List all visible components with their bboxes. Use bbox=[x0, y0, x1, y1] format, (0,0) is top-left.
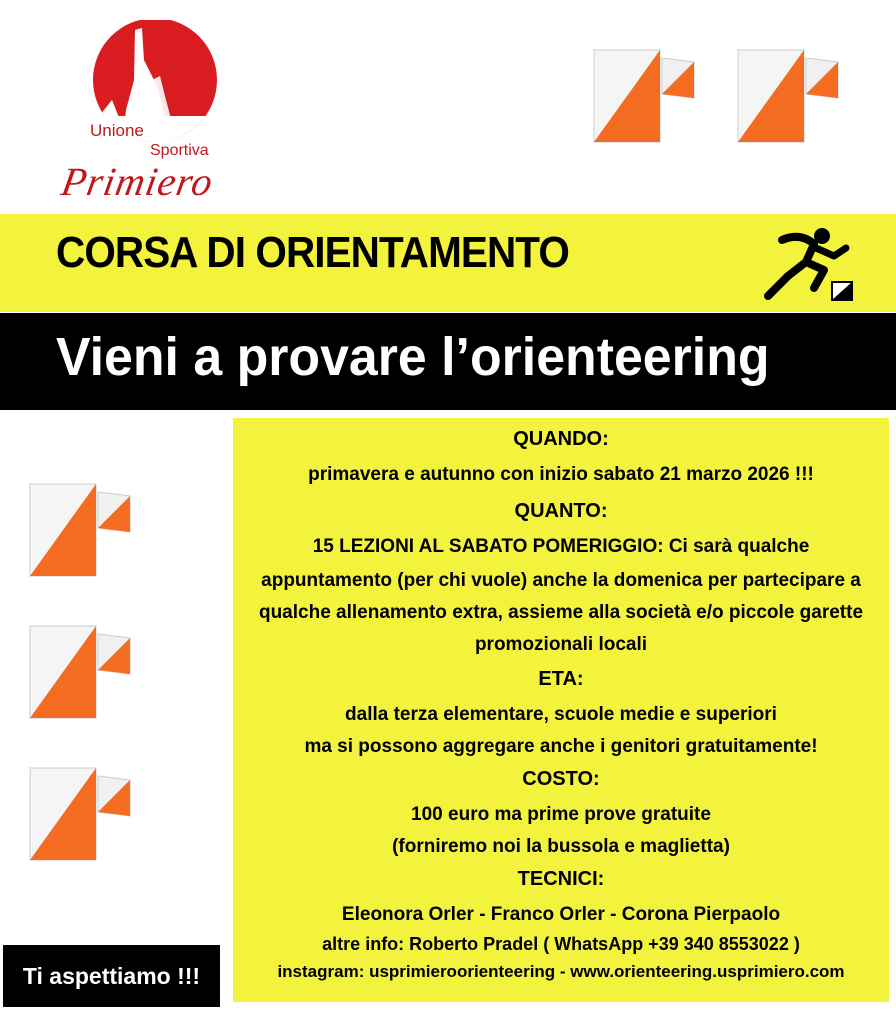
quanto-text-line: appuntamento (per chi vuole) anche la domenica per partecipare a bbox=[261, 570, 861, 591]
logo-text-primiero: Primiero bbox=[58, 159, 217, 204]
contact-info: altre info: Roberto Pradel ( WhatsApp +39 340 8553022 ) bbox=[322, 934, 800, 954]
orienteering-runner-icon bbox=[762, 226, 862, 302]
control-flag-icon bbox=[26, 762, 136, 864]
section-label-tecnici: TECNICI: bbox=[517, 868, 605, 890]
logo-text-unione: Unione bbox=[90, 121, 144, 140]
page-title: CORSA DI ORIENTAMENTO bbox=[56, 228, 569, 277]
costo-text-line: (forniremo noi la bussola e maglietta) bbox=[392, 836, 730, 857]
info-panel bbox=[233, 418, 889, 1002]
eta-text-line: ma si possono aggregare anche i genitori gratuitamente! bbox=[304, 736, 818, 757]
control-flag-icon bbox=[26, 478, 136, 580]
section-label-quanto: QUANTO: bbox=[514, 500, 608, 522]
section-label-quando: QUANDO: bbox=[513, 428, 609, 450]
section-label-eta: ETA: bbox=[538, 668, 584, 690]
quanto-text-line: 15 LEZIONI AL SABATO POMERIGGIO: Ci sarà qualche bbox=[312, 536, 810, 557]
control-flag-icon bbox=[26, 620, 136, 722]
control-flag-icon bbox=[590, 44, 700, 146]
ti-aspettiamo-badge: Ti aspettiamo !!! bbox=[3, 945, 220, 1007]
control-flag-icon bbox=[734, 44, 844, 146]
quando-text: primavera e autunno con inizio sabato 21 marzo 2026 !!! bbox=[308, 464, 814, 485]
eta-text-line: dalla terza elementare, scuole medie e superiori bbox=[345, 704, 777, 725]
quanto-text-line: promozionali locali bbox=[474, 634, 648, 655]
quanto-text-line: qualche allenamento extra, assieme alla società e/o piccole garette bbox=[258, 602, 864, 623]
section-label-costo: COSTO: bbox=[522, 768, 600, 790]
social-links: instagram: usprimieroorienteering - www.orienteering.usprimiero.com bbox=[277, 962, 845, 981]
logo-text-sportiva: Sportiva bbox=[150, 142, 209, 159]
costo-text-line: 100 euro ma prime prove gratuite bbox=[411, 804, 711, 825]
logo-us-primiero bbox=[58, 20, 250, 204]
banner-title: Vieni a provare l’orienteering bbox=[56, 327, 770, 387]
tecnici-names: Eleonora Orler - Franco Orler - Corona Pierpaolo bbox=[341, 904, 781, 925]
